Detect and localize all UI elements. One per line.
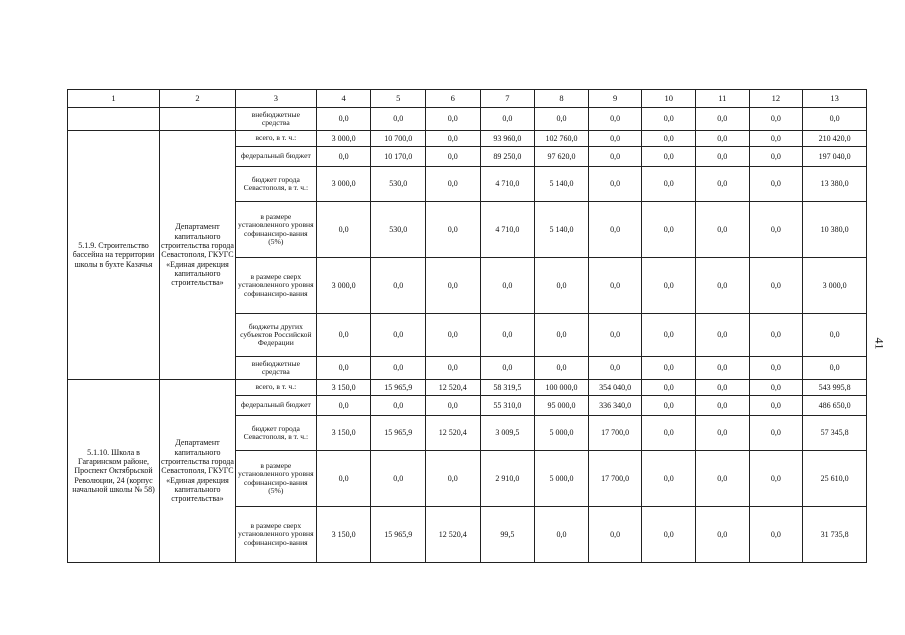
value-cell: 3 000,0: [316, 258, 371, 314]
value-cell: 0,0: [696, 396, 750, 416]
category-cell: в размере установленного уровня софинансиро-вания (5%): [235, 202, 316, 258]
header-cell: 8: [535, 90, 589, 108]
value-cell: 3 000,0: [803, 258, 867, 314]
value-cell: 95 000,0: [535, 396, 589, 416]
value-cell: 0,0: [535, 507, 589, 563]
value-cell: 0,0: [535, 258, 589, 314]
table-row: [68, 108, 867, 131]
value-cell: 0,0: [588, 314, 642, 357]
value-cell: 31 735,8: [803, 507, 867, 563]
value-cell: 0,0: [749, 131, 803, 147]
value-cell: 17 700,0: [588, 416, 642, 451]
value-cell: 486 650,0: [803, 396, 867, 416]
value-cell: 0,0: [480, 314, 535, 357]
value-cell: 0,0: [535, 108, 589, 131]
value-cell: 0,0: [588, 108, 642, 131]
table-row: [68, 380, 867, 396]
value-cell: 354 040,0: [588, 380, 642, 396]
value-cell: 0,0: [749, 202, 803, 258]
value-cell: 0,0: [316, 451, 371, 507]
value-cell: 0,0: [642, 108, 696, 131]
header-cell: 5: [371, 90, 426, 108]
value-cell: 0,0: [426, 167, 481, 202]
category-cell: бюджеты других субъектов Российской Федерации: [235, 314, 316, 357]
value-cell: 0,0: [803, 357, 867, 380]
value-cell: 102 760,0: [535, 131, 589, 147]
value-cell: 99,5: [480, 507, 535, 563]
value-cell: 0,0: [426, 396, 481, 416]
header-cell: 7: [480, 90, 535, 108]
value-cell: 0,0: [696, 167, 750, 202]
value-cell: 0,0: [696, 507, 750, 563]
value-cell: 0,0: [642, 202, 696, 258]
value-cell: 12 520,4: [426, 380, 481, 396]
value-cell: 3 000,0: [316, 167, 371, 202]
value-cell: 0,0: [696, 451, 750, 507]
value-cell: 15 965,9: [371, 507, 426, 563]
value-cell: 530,0: [371, 167, 426, 202]
value-cell: 0,0: [426, 131, 481, 147]
value-cell: 0,0: [371, 451, 426, 507]
value-cell: 57 345,8: [803, 416, 867, 451]
empty-cell: [160, 108, 236, 131]
value-cell: 3 150,0: [316, 416, 371, 451]
value-cell: 197 040,0: [803, 147, 867, 167]
header-cell: 12: [749, 90, 803, 108]
value-cell: 0,0: [749, 416, 803, 451]
value-cell: 0,0: [696, 314, 750, 357]
value-cell: 0,0: [535, 357, 589, 380]
value-cell: 0,0: [588, 507, 642, 563]
value-cell: 5 000,0: [535, 416, 589, 451]
category-cell: в размере сверх установленного уровня софинансиро-вания: [235, 507, 316, 563]
value-cell: 0,0: [588, 202, 642, 258]
value-cell: 15 965,9: [371, 380, 426, 396]
value-cell: 0,0: [316, 147, 371, 167]
category-cell: всего, в т. ч.:: [235, 131, 316, 147]
header-cell: 3: [235, 90, 316, 108]
value-cell: 0,0: [749, 396, 803, 416]
category-cell: федеральный бюджет: [235, 147, 316, 167]
value-cell: 25 610,0: [803, 451, 867, 507]
value-cell: 0,0: [588, 357, 642, 380]
value-cell: 5 140,0: [535, 202, 589, 258]
value-cell: 0,0: [642, 507, 696, 563]
value-cell: 55 310,0: [480, 396, 535, 416]
category-cell: в размере сверх установленного уровня софинансиро-вания: [235, 258, 316, 314]
value-cell: 5 140,0: [535, 167, 589, 202]
value-cell: 3 000,0: [316, 131, 371, 147]
value-cell: 0,0: [316, 396, 371, 416]
value-cell: 0,0: [696, 416, 750, 451]
value-cell: 0,0: [371, 108, 426, 131]
value-cell: 0,0: [480, 357, 535, 380]
value-cell: 0,0: [426, 147, 481, 167]
value-cell: 0,0: [696, 357, 750, 380]
value-cell: 0,0: [642, 380, 696, 396]
header-cell: 9: [588, 90, 642, 108]
value-cell: 0,0: [588, 147, 642, 167]
value-cell: 0,0: [371, 314, 426, 357]
item-cell: 5.1.9. Строительство бассейна на территории школы в бухте Казачья: [68, 131, 160, 380]
header-cell: 11: [696, 90, 750, 108]
header-cell: 10: [642, 90, 696, 108]
category-cell: бюджет города Севастополя, в т. ч.:: [235, 167, 316, 202]
item-cell: 5.1.10. Школа в Гагаринском районе, Проспект Октябрьской Революции, 24 (корпус начальной школы № 58): [68, 380, 160, 563]
category-cell: бюджет города Севастополя, в т. ч.:: [235, 416, 316, 451]
value-cell: 0,0: [371, 258, 426, 314]
value-cell: 97 620,0: [535, 147, 589, 167]
value-cell: 12 520,4: [426, 507, 481, 563]
header-row: [68, 90, 867, 108]
value-cell: 0,0: [426, 314, 481, 357]
value-cell: 100 000,0: [535, 380, 589, 396]
value-cell: 0,0: [749, 451, 803, 507]
value-cell: 0,0: [696, 147, 750, 167]
value-cell: 15 965,9: [371, 416, 426, 451]
value-cell: 0,0: [749, 147, 803, 167]
category-cell: внебюджетные средства: [235, 108, 316, 131]
value-cell: 2 910,0: [480, 451, 535, 507]
value-cell: 0,0: [426, 451, 481, 507]
category-cell: всего, в т. ч.:: [235, 380, 316, 396]
empty-cell: [68, 108, 160, 131]
value-cell: 0,0: [426, 357, 481, 380]
value-cell: 0,0: [535, 314, 589, 357]
value-cell: 0,0: [371, 357, 426, 380]
table-row: [68, 131, 867, 147]
value-cell: 0,0: [480, 108, 535, 131]
header-cell: 13: [803, 90, 867, 108]
value-cell: 0,0: [749, 507, 803, 563]
category-cell: федеральный бюджет: [235, 396, 316, 416]
value-cell: 0,0: [426, 108, 481, 131]
value-cell: 10 700,0: [371, 131, 426, 147]
value-cell: 0,0: [316, 357, 371, 380]
value-cell: 530,0: [371, 202, 426, 258]
value-cell: 0,0: [316, 202, 371, 258]
value-cell: 0,0: [588, 131, 642, 147]
value-cell: 3 009,5: [480, 416, 535, 451]
value-cell: 0,0: [642, 416, 696, 451]
header-cell: 1: [68, 90, 160, 108]
value-cell: 0,0: [696, 108, 750, 131]
value-cell: 0,0: [642, 167, 696, 202]
value-cell: 0,0: [803, 108, 867, 131]
value-cell: 0,0: [803, 314, 867, 357]
value-cell: 58 319,5: [480, 380, 535, 396]
department-cell: Департамент капитального строительства города Севастополя, ГКУГС «Единая дирекция капитального строительства»: [160, 131, 236, 380]
value-cell: 0,0: [642, 258, 696, 314]
value-cell: 3 150,0: [316, 507, 371, 563]
value-cell: 0,0: [749, 258, 803, 314]
value-cell: 10 170,0: [371, 147, 426, 167]
value-cell: 13 380,0: [803, 167, 867, 202]
value-cell: 0,0: [642, 131, 696, 147]
value-cell: 0,0: [316, 314, 371, 357]
value-cell: 3 150,0: [316, 380, 371, 396]
department-cell: Департамент капитального строительства города Севастополя, ГКУГС «Единая дирекция капитального строительства»: [160, 380, 236, 563]
value-cell: 17 700,0: [588, 451, 642, 507]
header-cell: 4: [316, 90, 371, 108]
value-cell: 336 340,0: [588, 396, 642, 416]
page-number: 41: [872, 337, 887, 350]
value-cell: 0,0: [749, 357, 803, 380]
value-cell: 0,0: [426, 202, 481, 258]
value-cell: 10 380,0: [803, 202, 867, 258]
value-cell: 4 710,0: [480, 202, 535, 258]
value-cell: 0,0: [642, 451, 696, 507]
value-cell: 0,0: [642, 147, 696, 167]
category-cell: в размере установленного уровня софинансиро-вания (5%): [235, 451, 316, 507]
value-cell: 0,0: [696, 380, 750, 396]
value-cell: 0,0: [426, 258, 481, 314]
value-cell: 4 710,0: [480, 167, 535, 202]
value-cell: 0,0: [749, 314, 803, 357]
value-cell: 0,0: [371, 396, 426, 416]
value-cell: 0,0: [588, 258, 642, 314]
value-cell: 0,0: [588, 167, 642, 202]
category-cell: внебюджетные средства: [235, 357, 316, 380]
value-cell: 0,0: [316, 108, 371, 131]
value-cell: 5 000,0: [535, 451, 589, 507]
value-cell: 0,0: [696, 258, 750, 314]
header-cell: 2: [160, 90, 236, 108]
value-cell: 93 960,0: [480, 131, 535, 147]
value-cell: 0,0: [642, 314, 696, 357]
value-cell: 0,0: [642, 357, 696, 380]
value-cell: 89 250,0: [480, 147, 535, 167]
header-cell: 6: [426, 90, 481, 108]
budget-table: [67, 89, 867, 563]
value-cell: 0,0: [749, 167, 803, 202]
value-cell: 0,0: [642, 396, 696, 416]
value-cell: 543 995,8: [803, 380, 867, 396]
value-cell: 12 520,4: [426, 416, 481, 451]
value-cell: 0,0: [696, 131, 750, 147]
value-cell: 0,0: [696, 202, 750, 258]
value-cell: 0,0: [749, 380, 803, 396]
value-cell: 0,0: [480, 258, 535, 314]
value-cell: 0,0: [749, 108, 803, 131]
value-cell: 210 420,0: [803, 131, 867, 147]
